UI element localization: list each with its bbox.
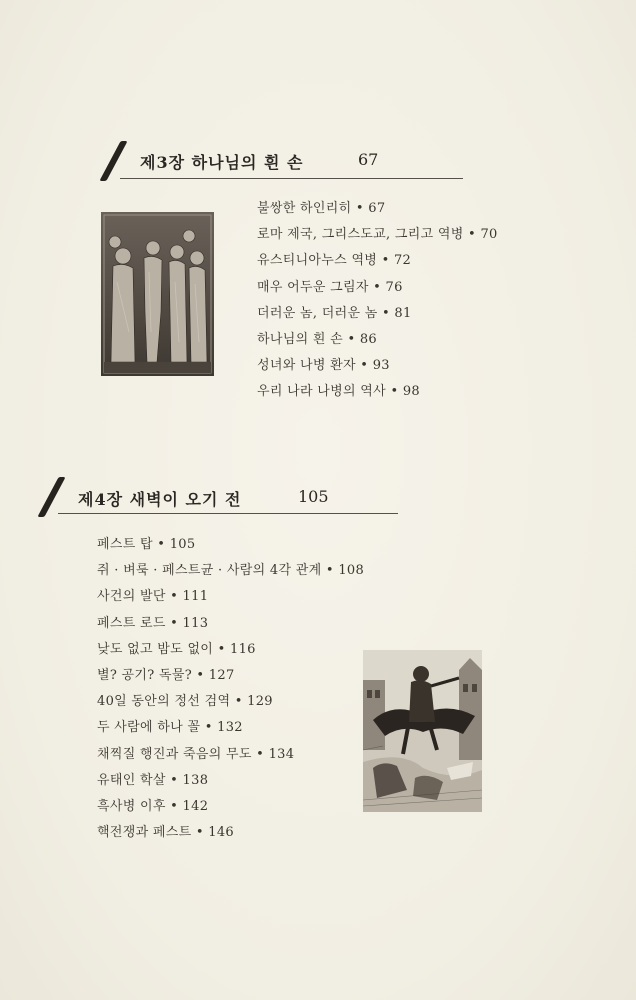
toc-entry: 더러운 놈, 더러운 놈 • 81 [257,305,412,321]
chapter-4-title: 제4장 새벽이 오기 전 [78,490,242,509]
chapter-4-entries [97,532,364,846]
toc-entry: 성녀와 나병 환자 • 93 [257,358,390,374]
toc-entry: 쥐 · 벼룩 · 페스트균 · 사람의 4각 관계 • 108 [97,563,365,579]
chapter-3-page: 67 [358,150,379,169]
chapter-3-slash-mark [99,141,127,181]
chapter-3-entries [257,196,498,406]
toc-entry: 매우 어두운 그림자 • 76 [257,279,403,295]
toc-entry: 사건의 발단 • 111 [97,589,209,605]
chapter-3-illustration [101,212,214,376]
chapter-4-rule [58,513,398,514]
chapter-4-slash-mark [37,477,65,517]
toc-entry: 낮도 없고 밤도 없이 • 116 [97,641,256,657]
toc-entry: 두 사람에 하나 꼴 • 132 [97,720,243,736]
relief-sculpture-image [101,212,214,376]
chapter-3-title: 제3장 하나님의 흰 손 [140,153,304,172]
toc-entry: 불쌍한 하인리히 • 67 [257,201,386,216]
toc-entry: 로마 제국, 그리스도교, 그리고 역병 • 70 [257,227,498,243]
chapter-3-rule [120,178,463,179]
toc-entry: 유태인 학살 • 138 [97,772,209,788]
toc-entry: 유스티니아누스 역병 • 72 [257,253,412,269]
toc-entry: 하나님의 흰 손 • 86 [257,331,377,347]
chapter-4-page: 105 [298,487,329,506]
toc-entry: 우리 나라 나병의 역사 • 98 [257,384,420,400]
toc-entry: 핵전쟁과 페스트 • 146 [97,825,234,841]
winged-death-engraving-image [363,650,482,812]
toc-entry: 흑사병 이후 • 142 [97,798,209,814]
toc-entry: 페스트 탑 • 105 [97,537,196,552]
toc-entry: 40일 동안의 정선 검역 • 129 [97,694,273,710]
toc-entry: 별? 공기? 독물? • 127 [97,667,235,683]
toc-entry: 채찍질 행진과 죽음의 무도 • 134 [97,746,295,762]
chapter-4-illustration [363,650,482,812]
toc-entry: 페스트 로드 • 113 [97,615,209,631]
